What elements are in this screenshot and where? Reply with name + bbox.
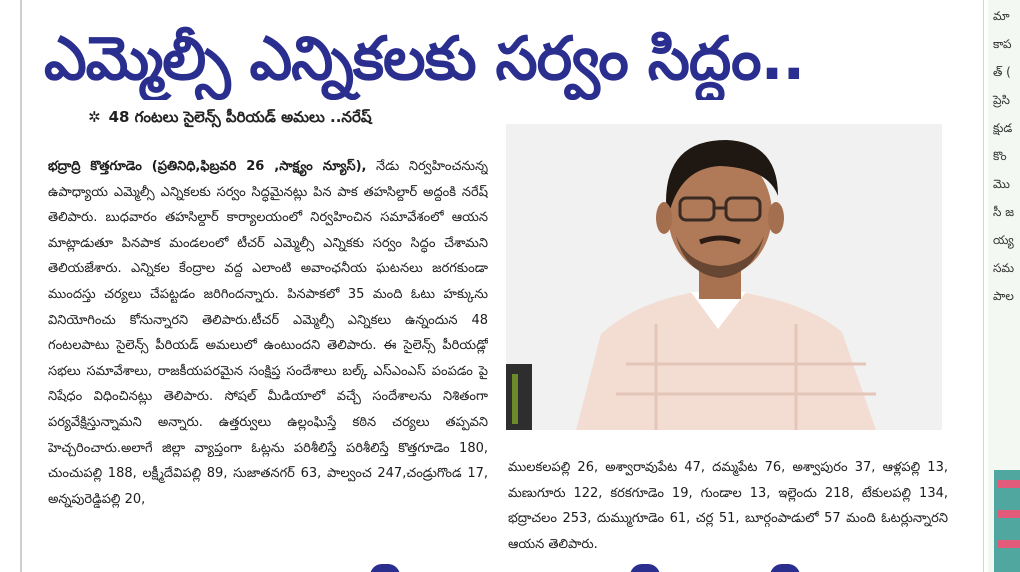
advertisement-image: [994, 470, 1020, 572]
portrait-photo-icon: [506, 124, 942, 430]
adjacent-article-line: త్ (: [993, 65, 1011, 79]
bullet-star-icon: ✲: [88, 108, 101, 126]
column-divider: [983, 0, 984, 572]
article-text-left: నేడు నిర్వహించనున్న ఉపాధ్యాయ ఎమ్మెల్సీ ఎన్నికలకు సర్వం సిద్ధమైనట్లు పిన పాక తహసిల్దార్ అద్దంకి నరేష్ తెలిపారు. బుధవారం తహసిల్దార్ కార్యాలయంలో నిర్వహించిన సమావేశంలో ఆయన మాట్లాడుతూ పినపాక మండలంలో టీచర్ ఎమ్మెల్సీ ఎన్నికకు సర్వం సిద్ధం చేశామని తెలియజేశారు. ఎన్నికల కేంద్రాల వద్ద ఎలాంటి అవాంఛనీయ ఘటనలు జరగకుండా ముందస్తు చర్యలు చేపట్టడం జరిగిందన్నారు. పినపాకలో 35 మంది ఓటు హక్కును వినియోగించు కోనున్నారని తెలిపారు.టీచర్ ఎమ్మెల్సీ ఎన్నికలు ఉన్నందున 48 గంటలపాటు సైలెన్స్ పీరియడ్ అమలులో ఉంటుందని తెలిపారు. ఈ సైలెన్స్ పీరియడ్లో సభలు సమావేశాలు, రాజకీయపరమైన సంక్షిప్త సందేశాలు బల్క్ ఎస్ఎంఎస్ పంపడం పై నిషేధం విధించినట్లు తెలిపారు. సోషల్ మీడియాలో వచ్చే సందేశాలను నిశితంగా పర్యవేక్షిస్తున్నామని అన్నారు. ఉత్తర్వులు ఉల్లంఘిస్తే కఠిన చర్యలు తప్పవని హెచ్చరించారు.అలాగే జిల్లా వ్యాప్తంగా ఓట్లను పరిశీలిస్తే పరిశీలిస్తే కొత్తగూడెం 180, చుంచుపల్లి 188, లక్ష్మీదేవిపల్లి 89, సుజాతనగర్ 63, పాల్వంచ 247,చండ్రుగొండ 17, అన్నపురెడ్డిపల్లి 20,: [48, 159, 488, 507]
next-headline-cutoff: [300, 562, 860, 572]
headline: ఎమ్మెల్సీ ఎన్నికలకు సర్వం సిద్ధం..: [44, 24, 805, 94]
article-body-right-column: ములకలపల్లి 26, అశ్వారావుపేట 47, దమ్మపేట 76, అశ్వాపురం 37, ఆళ్లపల్లి 13, మణుగూరు 122, కరకగూడెం 19, గుండాల 13, ఇల్లెందు 218, టేకులపల్లి 134, భద్రాచలం 253, దుమ్ముగూడెం 61, చర్ల 51, బూర్గంపాడులో 57 మంది ఓటర్లున్నారని ఆయన తెలిపారు.: [508, 460, 948, 552]
article-dateline: భద్రాద్రి కొత్తగూడెం (ప్రతినిధి,ఫిబ్రవరి 26 ,సాక్ష్యం న్యూస్),: [48, 159, 367, 174]
adjacent-article-line: క్షుడ: [993, 121, 1013, 135]
adjacent-article-line: సీ జ: [993, 205, 1015, 219]
adjacent-article-line: మెు: [993, 177, 1010, 191]
adjacent-article-line: మా: [993, 9, 1010, 23]
page-margin-rule: [20, 0, 22, 572]
adjacent-article-column: [988, 0, 1020, 572]
adjacent-article-line: కొం: [993, 149, 1007, 163]
adjacent-article-line: కాప: [993, 37, 1012, 51]
article-body-left-column: [48, 154, 488, 564]
adjacent-article-line: ప్రెసి: [993, 93, 1010, 107]
portrait-photo: [506, 124, 942, 430]
subheadline-text: 48 గంటలు సైలెన్స్ పీరియడ్ అమలు ..నరేష్: [108, 108, 372, 126]
adjacent-article-line: సమ: [993, 261, 1015, 275]
previous-article-cutoff: [40, 0, 830, 6]
subheadline: [88, 108, 372, 132]
adjacent-article-line: య్య: [993, 233, 1014, 247]
adjacent-article-line: పాల: [993, 289, 1014, 303]
